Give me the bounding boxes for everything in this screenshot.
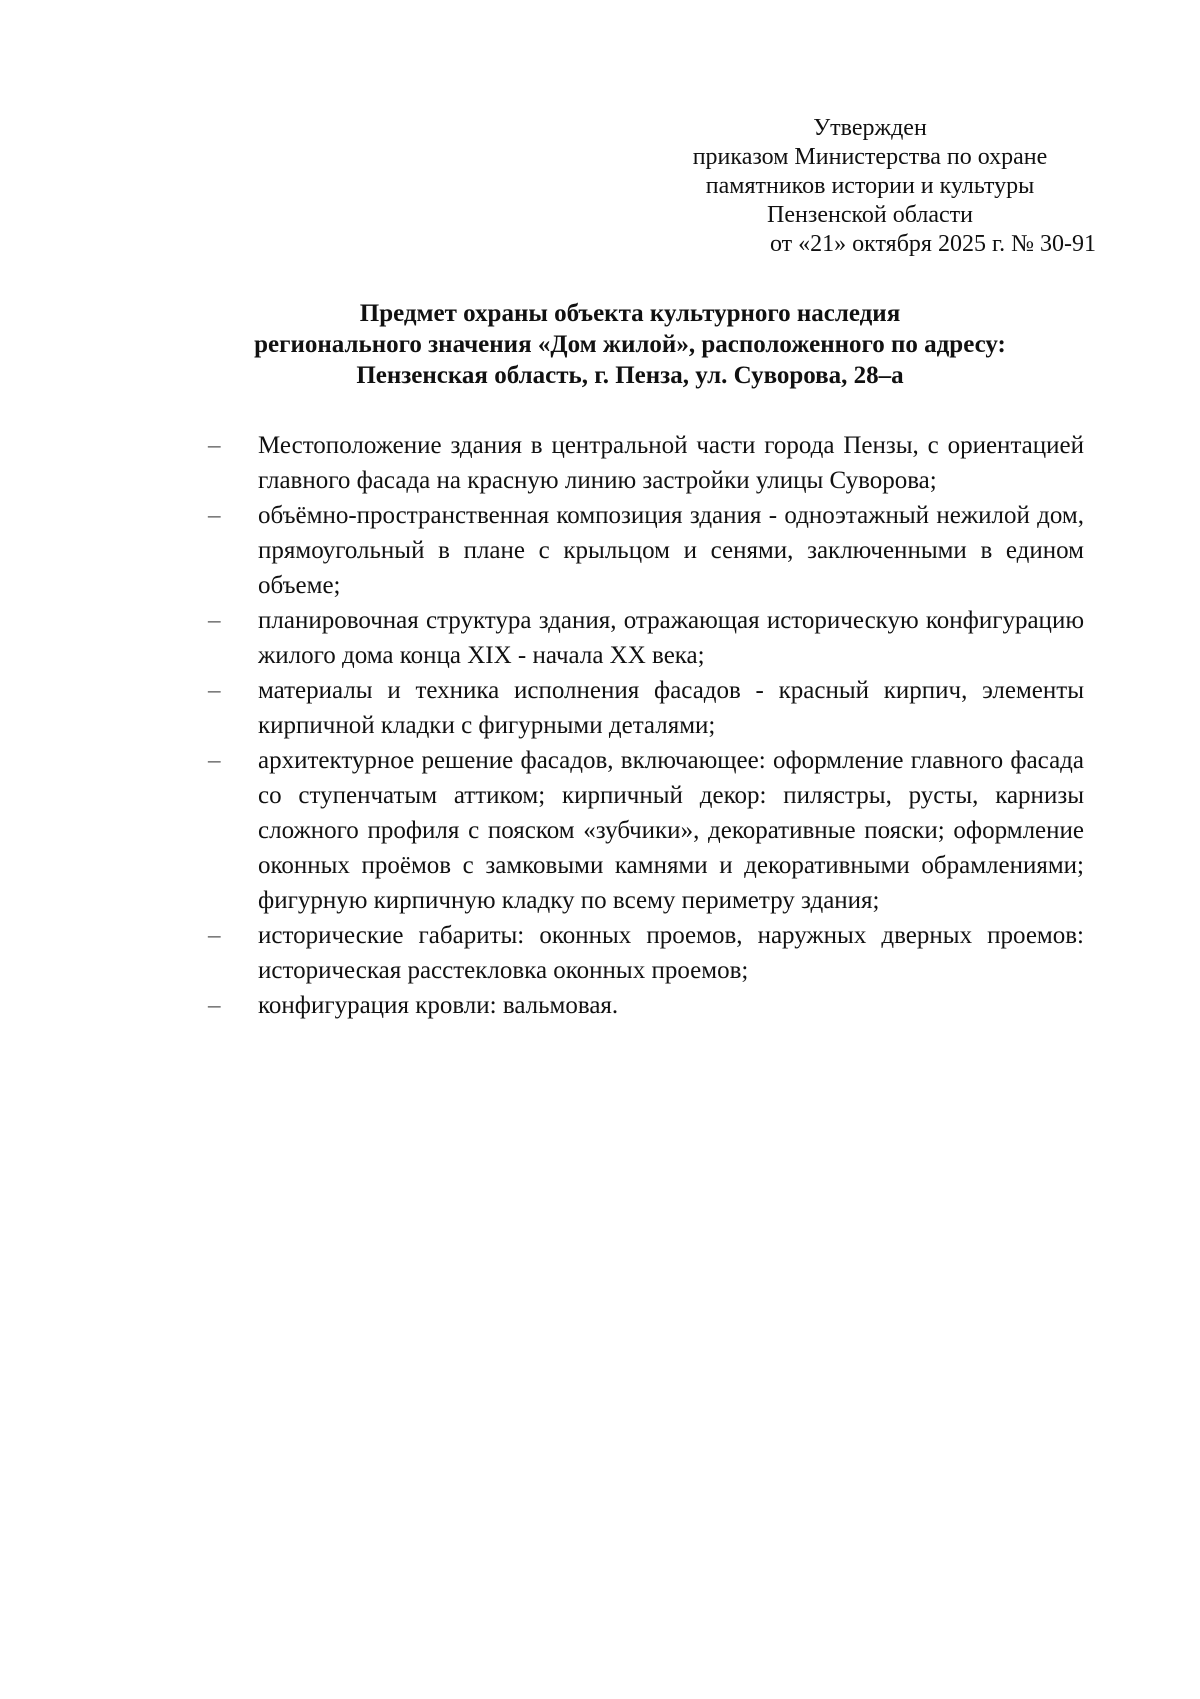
- list-bullet: –: [208, 992, 221, 1019]
- list-item-text: объёмно-пространственная композиция здания - одноэтажный нежилой дом, прямоугольный в плане с крыльцом и сенями, заключенными в едином объеме;: [258, 502, 1084, 599]
- list-item-text: исторические габариты: оконных проемов, наружных дверных проемов: историческая расстекловка оконных проемов;: [258, 922, 1084, 984]
- approval-block: [640, 114, 1100, 259]
- list-item: [208, 603, 1084, 673]
- approval-line-monuments: памятников истории и культуры: [705, 173, 1035, 199]
- approval-line-region: Пензенской области: [767, 202, 973, 228]
- list-bullet: –: [208, 922, 221, 949]
- list-item-text: Местоположение здания в центральной части города Пензы, с ориентацией главного фасада на красную линию застройки улицы Суворова;: [258, 432, 1084, 494]
- list-item: [208, 988, 1084, 1023]
- approval-line-approved: Утвержден: [813, 115, 927, 141]
- list-item: [208, 498, 1084, 603]
- list-bullet: –: [208, 747, 221, 774]
- list-bullet: –: [208, 677, 221, 704]
- list-item-text: планировочная структура здания, отражающая историческую конфигурацию жилого дома конца XIX - начала XX века;: [258, 607, 1084, 669]
- approval-line-order: приказом Министерства по охране: [692, 144, 1048, 170]
- title-line-2: регионального значения «Дом жилой», расположенного по адресу:: [254, 331, 1006, 358]
- list-bullet: –: [208, 607, 221, 634]
- list-item: [208, 743, 1084, 918]
- protection-items-list: [208, 428, 1084, 1023]
- list-bullet: –: [208, 432, 221, 459]
- list-item-text: архитектурное решение фасадов, включающее: оформление главного фасада со ступенчатым аттиком; кирпичный декор: пилястры, русты, карнизы сложного профиля с пояском «зубчики», декоративные пояски; оформление оконных проёмов с замковыми камнями и декоративными обрамлениями; фигурную кирпичную кладку по всему периметру здания;: [258, 747, 1084, 914]
- list-item: [208, 673, 1084, 743]
- list-item-text: материалы и техника исполнения фасадов - красный кирпич, элементы кирпичной кладки с фигурными деталями;: [258, 677, 1084, 739]
- list-item-text: конфигурация кровли: вальмовая.: [258, 992, 619, 1019]
- document-title: [150, 298, 1110, 391]
- list-bullet: –: [208, 502, 221, 529]
- title-line-3: Пензенская область, г. Пенза, ул. Суворова, 28–а: [356, 362, 904, 389]
- list-item: [208, 428, 1084, 498]
- approval-date-number: от «21» октября 2025 г. № 30-91: [769, 231, 1096, 257]
- list-item: [208, 918, 1084, 988]
- title-line-1: Предмет охраны объекта культурного наследия: [359, 300, 901, 327]
